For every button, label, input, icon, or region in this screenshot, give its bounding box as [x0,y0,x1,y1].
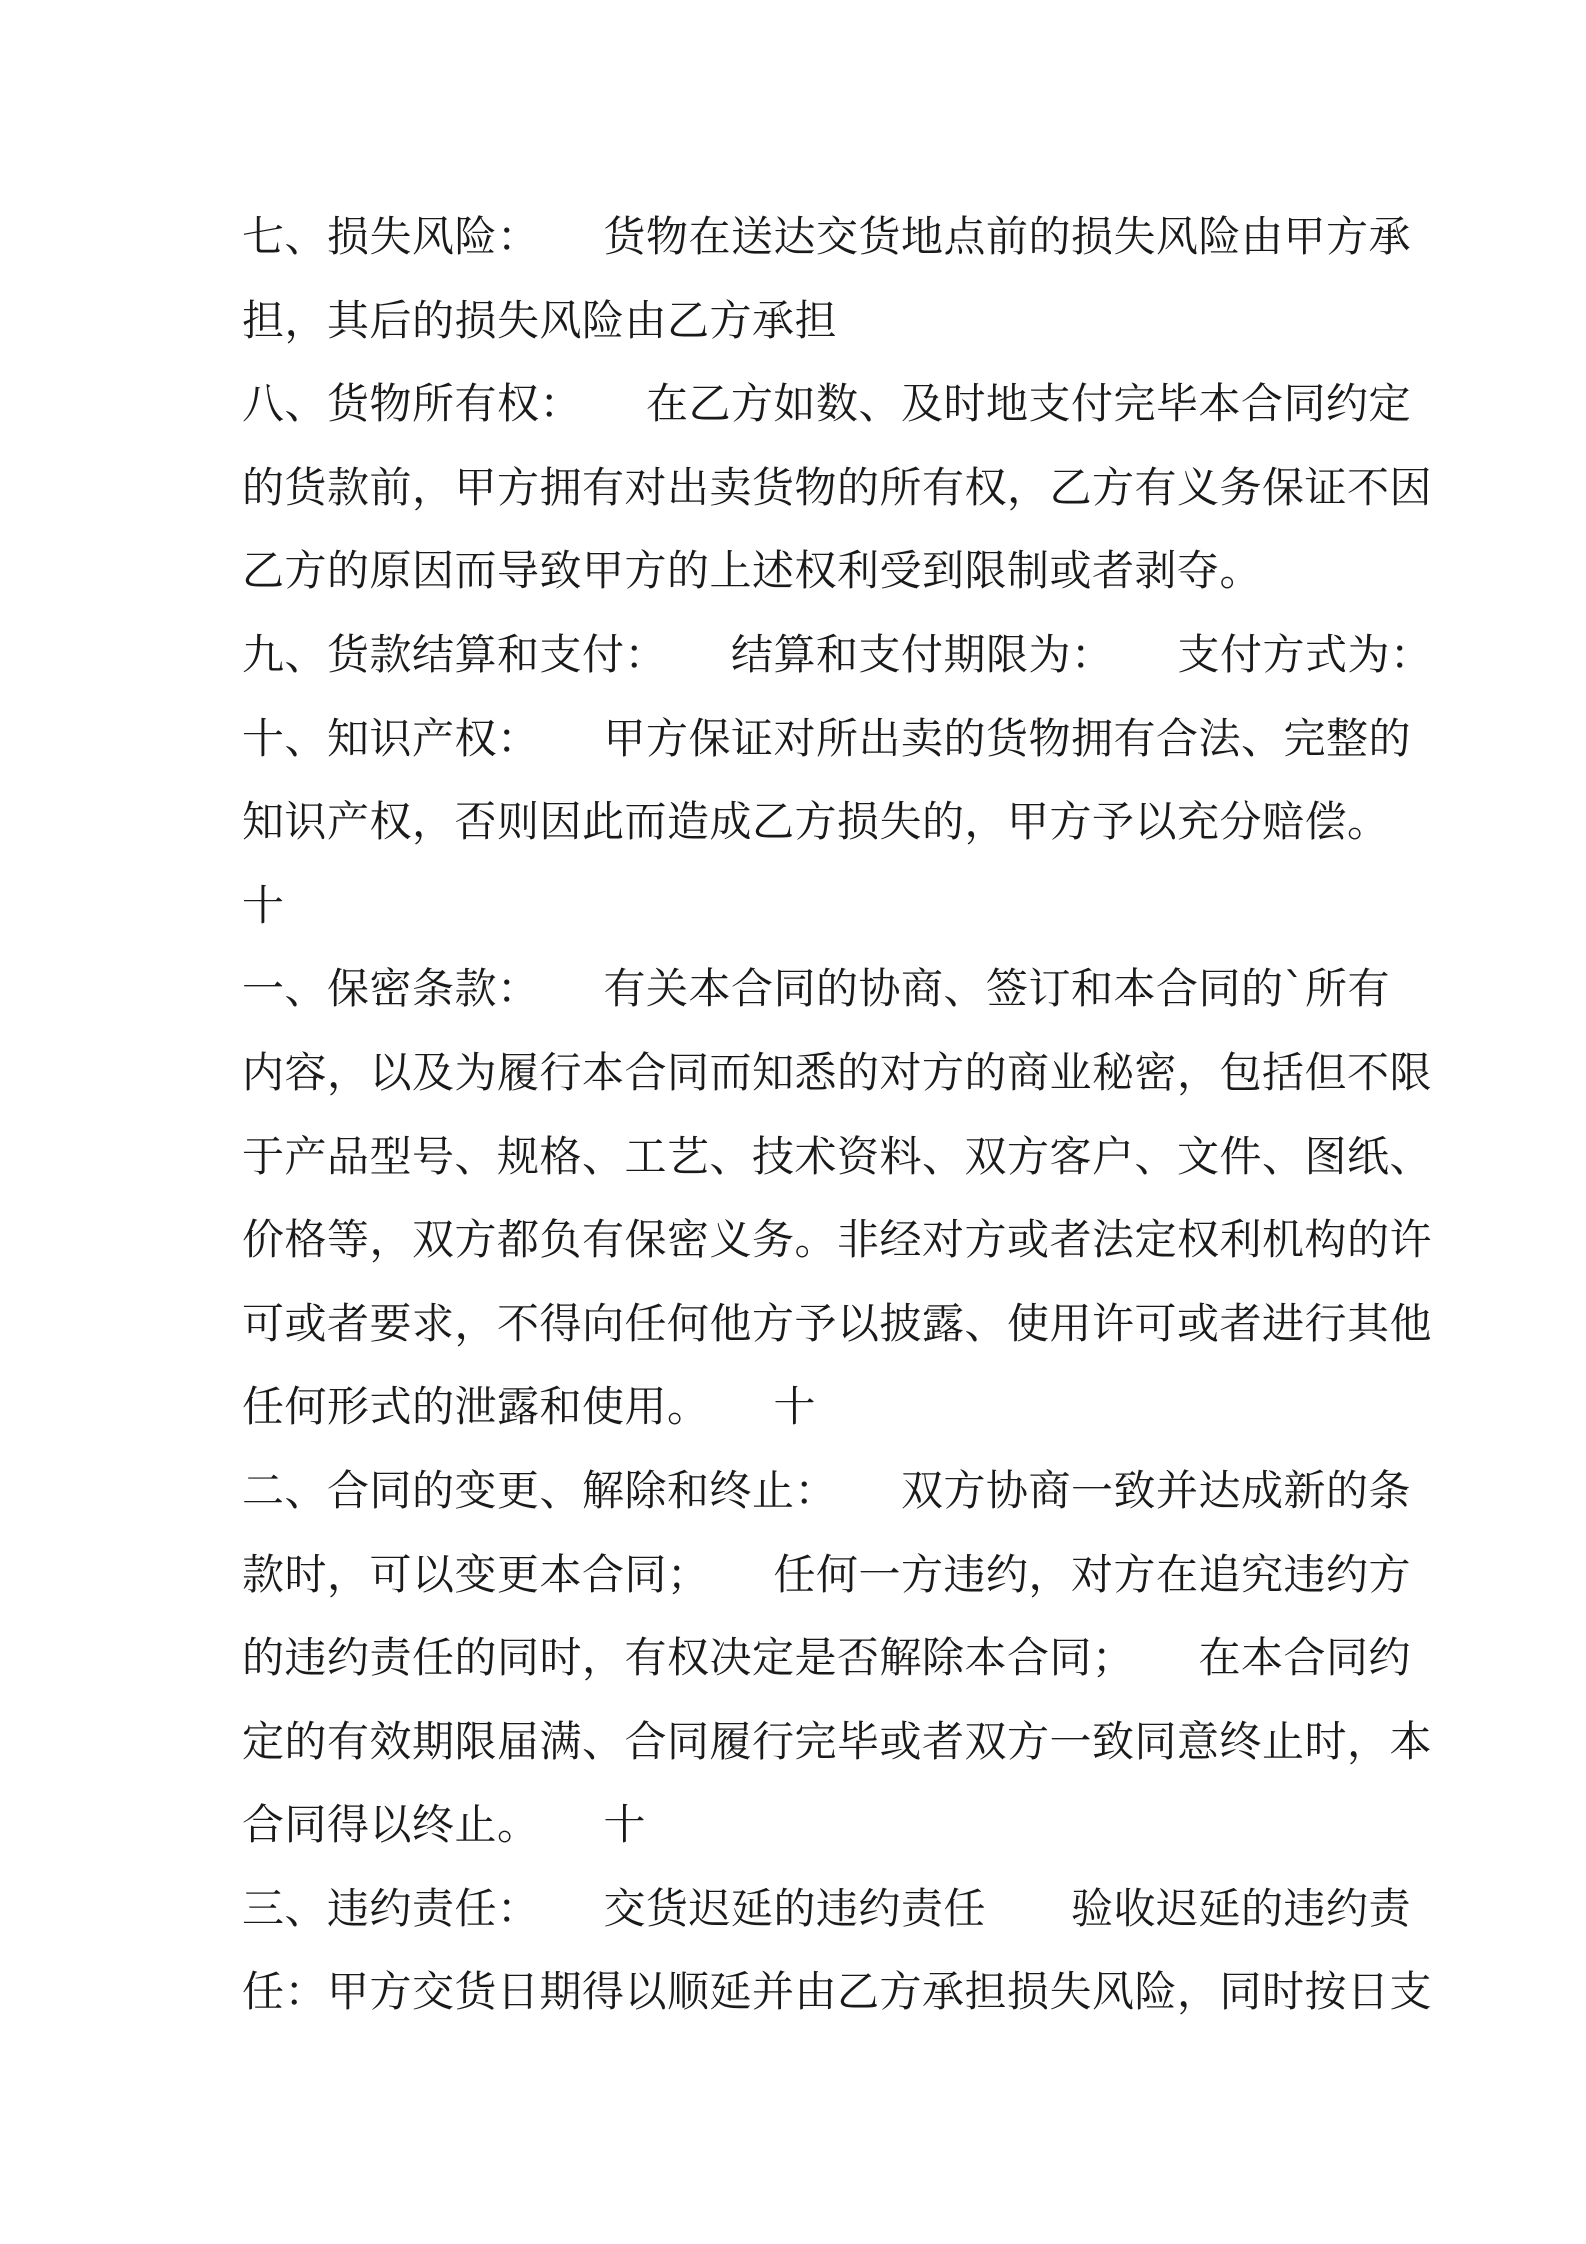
text-line: 八、货物所有权： 在乙方如数、及时地支付完毕本合同约定 [242,379,1412,429]
text-line: 的违约责任的同时，有权决定是否解除本合同； 在本合同约 [242,1633,1412,1683]
contract-text [242,195,1433,2034]
text-line: 三、违约责任： 交货迟延的违约责任 验收迟延的违约责 [242,1883,1412,1933]
text-line: 十 [242,880,285,930]
text-line: 七、损失风险： 货物在送达交货地点前的损失风险由甲方承 [242,212,1412,261]
text-line: 内容，以及为履行本合同而知悉的对方的商业秘密，包括但不限 [242,1047,1433,1097]
text-line: 知识产权，否则因此而造成乙方损失的，甲方予以充分赔偿。 [242,797,1390,847]
text-line: 款时，可以变更本合同； 任何一方违约，对方在追究违约方 [242,1549,1412,1599]
text-line: 一、保密条款： 有关本合同的协商、签订和本合同的`所有 [242,964,1391,1014]
text-line: 于产品型号、规格、工艺、技术资料、双方客户、文件、图纸、 [242,1131,1433,1181]
text-line: 任何形式的泄露和使用。 十 [242,1382,817,1432]
text-line: 十、知识产权： 甲方保证对所出卖的货物拥有合法、完整的 [242,713,1412,763]
text-line: 担，其后的损失风险由乙方承担 [242,295,838,345]
text-line: 九、货款结算和支付： 结算和支付期限为： 支付方式为： [242,629,1433,679]
text-line: 可或者要求，不得向任何他方予以披露、使用许可或者进行其他 [242,1298,1433,1348]
text-line: 价格等，双方都负有保密义务。非经对方或者法定权利机构的许 [242,1215,1433,1265]
text-line: 二、合同的变更、解除和终止： 双方协商一致并达成新的条 [242,1465,1412,1515]
text-line: 的货款前，甲方拥有对出卖货物的所有权，乙方有义务保证不因 [242,462,1433,512]
text-line: 定的有效期限届满、合同履行完毕或者双方一致同意终止时，本 [242,1716,1433,1766]
text-line: 乙方的原因而导致甲方的上述权利受到限制或者剥夺。 [242,546,1263,596]
text-line: 任：甲方交货日期得以顺延并由乙方承担损失风险，同时按日支 [242,1967,1433,2017]
text-line: 合同得以终止。 十 [242,1800,647,1850]
